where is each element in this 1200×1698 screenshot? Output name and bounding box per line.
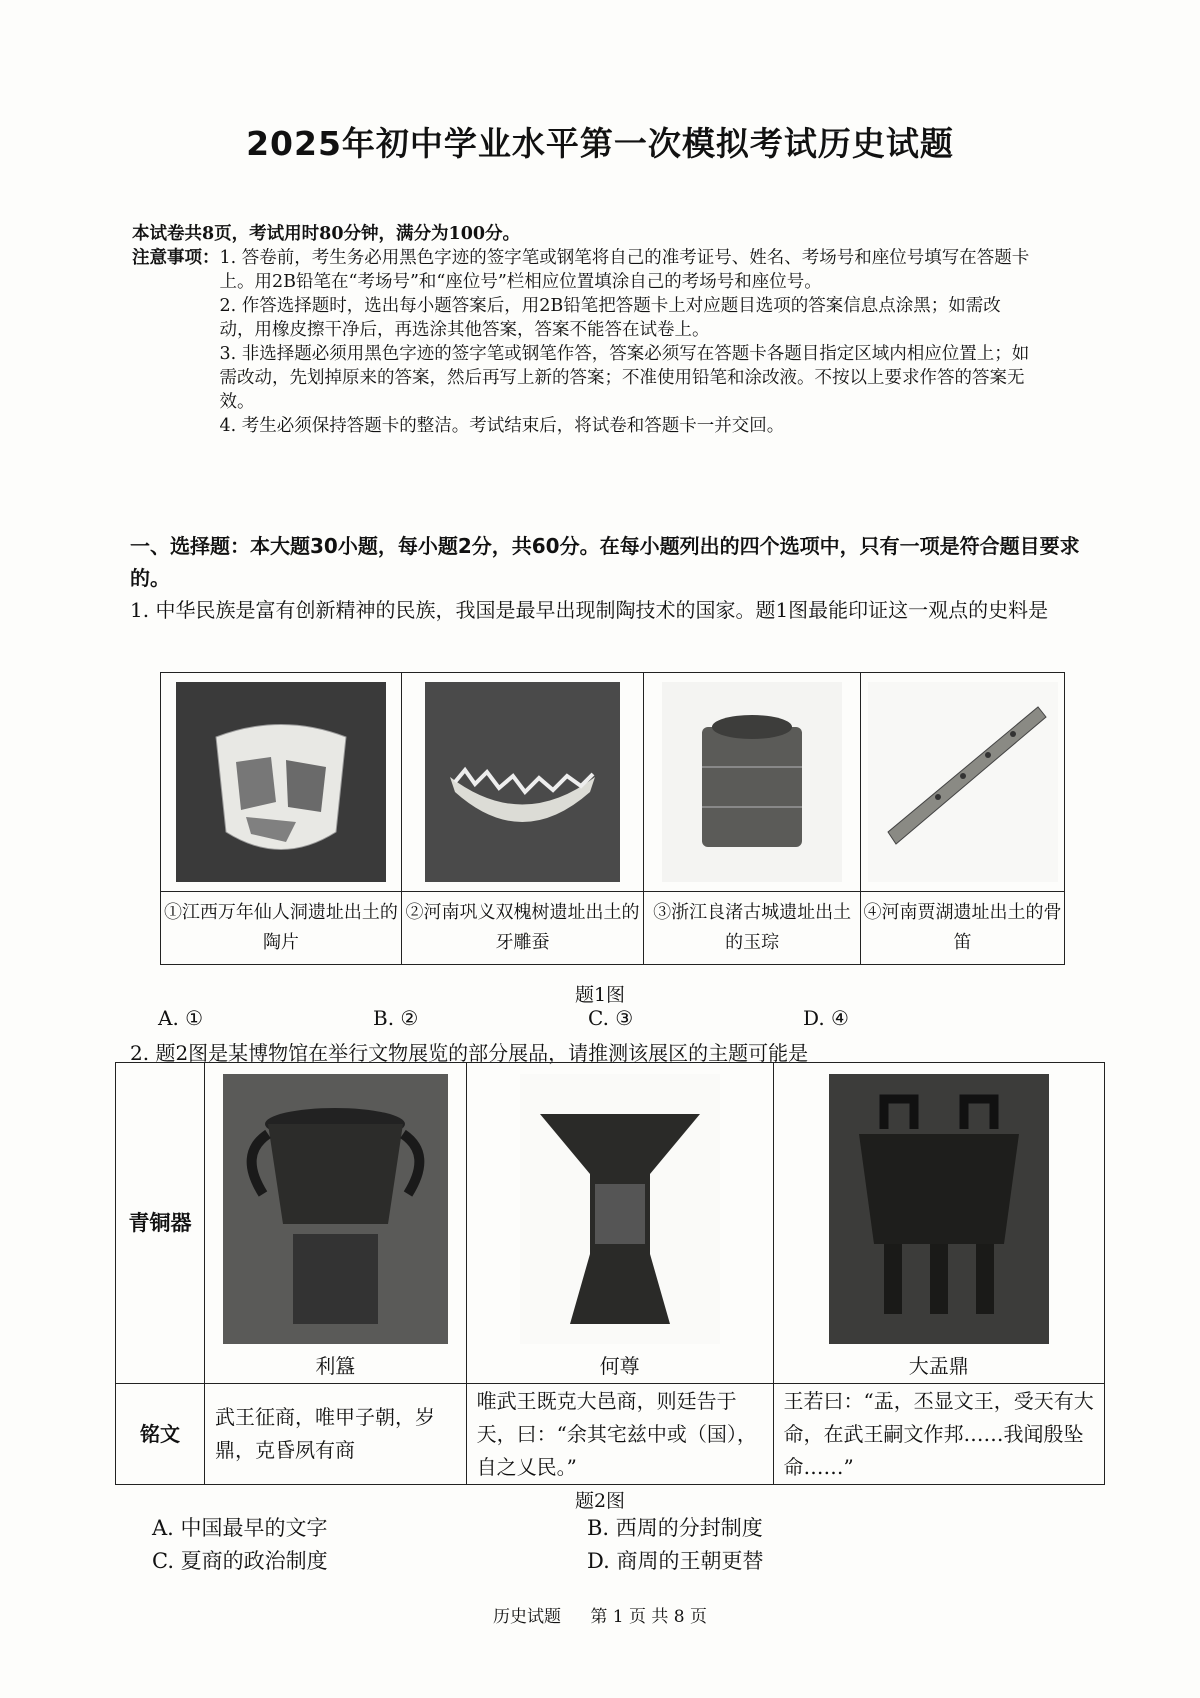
question-1-stem: 1. 中华民族是富有创新精神的民族，我国是最早出现制陶技术的国家。题1图最能印证这一观点的史料是 <box>130 598 1049 622</box>
inscription-text: 武王征商，唯甲子朝，岁鼎，克昏夙有商 <box>205 1384 467 1485</box>
option-a[interactable]: A. 中国最早的文字 <box>152 1516 328 1540</box>
artifact-caption: ①江西万年仙人洞遗址出土的陶片 <box>161 892 402 965</box>
artifact-caption: ④河南贾湖遗址出土的骨笛 <box>861 892 1065 965</box>
artifact-caption: ③浙江良渚古城遗址出土的玉琮 <box>644 892 861 965</box>
options-row <box>152 1545 1022 1578</box>
option-c[interactable]: C. 夏商的政治制度 <box>152 1549 328 1573</box>
artifact-name: 何尊 <box>599 1353 640 1378</box>
notes-block <box>132 246 1032 438</box>
note-item: 4. 考生必须保持答题卡的整洁。考试结束后，将试卷和答题卡一并交回。 <box>219 416 785 436</box>
question-2-figure-table <box>115 1062 1105 1485</box>
figure-1-caption: 题1图 <box>574 984 626 1006</box>
option-a[interactable]: A. ① <box>158 1006 204 1030</box>
artifact-caption: ②河南巩义双槐树遗址出土的牙雕蚕 <box>401 892 643 965</box>
jade-cong-photo <box>662 682 842 882</box>
exam-instructions <box>132 222 1032 438</box>
section-heading: 一、选择题：本大题30小题，每小题2分，共60分。在每小题列出的四个选项中，只有一项是符合题目要求的。 <box>130 534 1080 590</box>
bronze-artifact-cell <box>773 1063 1104 1384</box>
option-b[interactable]: B. 西周的分封制度 <box>587 1516 763 1540</box>
question-1-options <box>158 1006 1018 1030</box>
footer-subject: 历史试题 <box>492 1607 561 1627</box>
artifact-photo-cell <box>861 673 1065 892</box>
notes-label: 注意事项： <box>132 248 220 268</box>
note-item: 2. 作答选择题时，选出每小题答案后，用2B铅笔把答题卡上对应题目选项的答案信息点涂黑；如需改动，用橡皮擦干净后，再选涂其他答案，答案不能答在试卷上。 <box>219 296 1001 340</box>
page-footer <box>0 1602 1200 1627</box>
artifact-name: 大盂鼎 <box>908 1353 969 1378</box>
option-d[interactable]: D. 商周的王朝更替 <box>587 1549 764 1573</box>
exam-title: 2025年初中学业水平第一次模拟考试历史试题 <box>246 124 954 163</box>
option-b[interactable]: B. ② <box>373 1006 419 1030</box>
exam-summary: 本试卷共8页，考试用时80分钟，满分为100分。 <box>132 224 521 244</box>
option-d[interactable]: D. ④ <box>803 1006 849 1030</box>
question-1-figure-table <box>160 672 1065 965</box>
he-zun-photo <box>520 1074 720 1344</box>
bone-flute-photo <box>868 682 1058 882</box>
notes-list <box>220 246 1033 438</box>
row-label-bronze: 青铜器 <box>116 1063 205 1384</box>
footer-page-number: 第 1 页 共 8 页 <box>590 1607 708 1627</box>
da-yu-ding-photo <box>829 1074 1049 1344</box>
question-2-options <box>152 1512 1022 1578</box>
figure-2-caption: 题2图 <box>574 1490 626 1512</box>
artifact-photo-cell <box>401 673 643 892</box>
ivory-silkworm-photo <box>425 682 620 882</box>
inscription-text: 唯武王既克大邑商，则廷告于天，曰：“余其宅兹中或（国），自之乂民。” <box>466 1384 773 1485</box>
note-item: 1. 答卷前，考生务必用黑色字迹的签字笔或钢笔将自己的准考证号、姓名、考场号和座位号填写在答题卡上。用2B铅笔在“考场号”和“座位号”栏相应位置填涂自己的考场号和座位号。 <box>219 248 1030 292</box>
bronze-artifact-cell <box>466 1063 773 1384</box>
note-item: 3. 非选择题必须用黑色字迹的签字笔或钢笔作答，答案必须写在答题卡各题目指定区域内相应位置上；如需改动，先划掉原来的答案，然后再写上新的答案；不准使用铅笔和涂改液。不按以上要求作答的答案无效。 <box>219 344 1030 412</box>
artifact-photo-cell <box>161 673 402 892</box>
li-gui-photo <box>223 1074 448 1344</box>
artifact-photo-cell <box>644 673 861 892</box>
options-row <box>152 1512 1022 1545</box>
inscription-text: 王若曰：“盂，丕显文王，受天有大命，在武王嗣文作邦……我闻殷坠命……” <box>773 1384 1104 1485</box>
bronze-artifact-cell <box>205 1063 467 1384</box>
artifact-name: 利簋 <box>315 1353 356 1378</box>
row-label-inscription: 铭文 <box>116 1384 205 1485</box>
pottery-shard-photo <box>176 682 386 882</box>
option-c[interactable]: C. ③ <box>588 1006 634 1030</box>
question-2-stem: 2. 题2图是某博物馆在举行文物展览的部分展品，请推测该展区的主题可能是 <box>130 1041 809 1065</box>
